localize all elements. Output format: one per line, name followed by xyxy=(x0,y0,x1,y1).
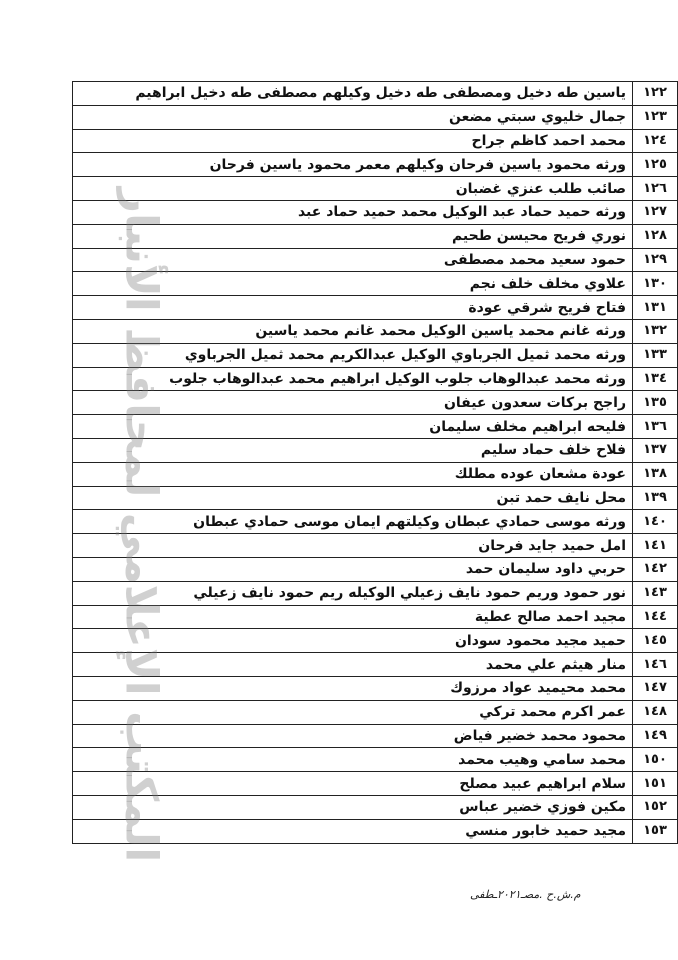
row-name: منار هيثم علي محمد xyxy=(73,653,633,677)
table-row xyxy=(73,748,678,772)
row-number: ١٢٧ xyxy=(633,200,678,224)
table-row xyxy=(73,224,678,248)
row-name: نوري فريح محيسن طحيم xyxy=(73,224,633,248)
row-name: ورثه محمد عبدالوهاب جلوب الوكيل ابراهيم محمد عبدالوهاب جلوب xyxy=(73,367,633,391)
table-row xyxy=(73,581,678,605)
row-number: ١٤٠ xyxy=(633,510,678,534)
table-row xyxy=(73,319,678,343)
footer-signature-note: م.ش.ح .مصـ٢٠٢١ـطفى xyxy=(470,888,581,901)
row-number: ١٤٥ xyxy=(633,629,678,653)
row-number: ١٤٦ xyxy=(633,653,678,677)
row-name: محمد احمد كاظم جراح xyxy=(73,129,633,153)
row-number: ١٤١ xyxy=(633,534,678,558)
row-name: راجح بركات سعدون عيفان xyxy=(73,391,633,415)
table-row xyxy=(73,248,678,272)
row-name: فلاح خلف حماد سليم xyxy=(73,438,633,462)
row-number: ١٥٣ xyxy=(633,819,678,843)
watermark-text: المكتب الإعلامي لمحافظ الأنبار xyxy=(115,187,167,863)
row-name: ورثه محمد ثميل الجرباوي الوكيل عبدالكريم محمد ثميل الجرباوي xyxy=(73,343,633,367)
table-row xyxy=(73,367,678,391)
table-row xyxy=(73,534,678,558)
row-name: ورثه محمود ياسين فرحان وكيلهم معمر محمود ياسين فرحان xyxy=(73,153,633,177)
row-name: سلام ابراهيم عبيد مصلح xyxy=(73,772,633,796)
row-number: ١٥١ xyxy=(633,772,678,796)
table-row xyxy=(73,557,678,581)
row-name: ورثه موسى حمادي عبطان وكيلتهم ايمان موسى حمادي عبطان xyxy=(73,510,633,534)
table-row xyxy=(73,82,678,106)
row-number: ١٢٦ xyxy=(633,177,678,201)
row-number: ١٤٣ xyxy=(633,581,678,605)
row-number: ١٢٣ xyxy=(633,105,678,129)
table-row xyxy=(73,700,678,724)
row-number: ١٢٢ xyxy=(633,82,678,106)
row-name: محمد سامي وهيب محمد xyxy=(73,748,633,772)
table-row xyxy=(73,819,678,843)
row-name: مكين فوزي خضير عباس xyxy=(73,795,633,819)
table-row xyxy=(73,272,678,296)
row-number: ١٣٠ xyxy=(633,272,678,296)
row-number: ١٣٩ xyxy=(633,486,678,510)
row-name: محمد محيميد عواد مرزوك xyxy=(73,676,633,700)
row-number: ١٣٦ xyxy=(633,415,678,439)
table-row xyxy=(73,296,678,320)
table-row xyxy=(73,629,678,653)
table-row xyxy=(73,343,678,367)
row-name: مجيد احمد صالح عطية xyxy=(73,605,633,629)
table-row xyxy=(73,415,678,439)
row-name: مجيد حميد خابور منسي xyxy=(73,819,633,843)
row-name: نور حمود وريم حمود نايف زعيلي الوكيله ريم حمود نايف زعيلي xyxy=(73,581,633,605)
table-row xyxy=(73,200,678,224)
row-name: صائب طلب عنزي غضبان xyxy=(73,177,633,201)
row-number: ١٣١ xyxy=(633,296,678,320)
names-table xyxy=(72,81,678,844)
row-name: محل نايف حمد تبن xyxy=(73,486,633,510)
row-number: ١٢٩ xyxy=(633,248,678,272)
row-number: ١٤٩ xyxy=(633,724,678,748)
row-number: ١٥٢ xyxy=(633,795,678,819)
table-row xyxy=(73,605,678,629)
row-name: عمر اكرم محمد تركي xyxy=(73,700,633,724)
table-row xyxy=(73,391,678,415)
row-number: ١٣٤ xyxy=(633,367,678,391)
row-number: ١٣٢ xyxy=(633,319,678,343)
row-name: علاوي مخلف خلف نجم xyxy=(73,272,633,296)
row-name: محمود محمد خضير فياض xyxy=(73,724,633,748)
row-number: ١٢٥ xyxy=(633,153,678,177)
row-name: عودة مشعان عوده مطلك xyxy=(73,462,633,486)
row-number: ١٣٥ xyxy=(633,391,678,415)
row-number: ١٤٧ xyxy=(633,676,678,700)
row-number: ١٣٧ xyxy=(633,438,678,462)
row-number: ١٢٨ xyxy=(633,224,678,248)
row-name: فتاح فريح شرقي عودة xyxy=(73,296,633,320)
row-number: ١٤٤ xyxy=(633,605,678,629)
table-row xyxy=(73,724,678,748)
row-number: ١٢٤ xyxy=(633,129,678,153)
row-number: ١٣٨ xyxy=(633,462,678,486)
table-row xyxy=(73,795,678,819)
table-row xyxy=(73,177,678,201)
table-row xyxy=(73,153,678,177)
table-row xyxy=(73,462,678,486)
row-name: فليحه ابراهيم مخلف سليمان xyxy=(73,415,633,439)
table-row xyxy=(73,486,678,510)
table-row xyxy=(73,105,678,129)
row-number: ١٣٣ xyxy=(633,343,678,367)
table-row xyxy=(73,438,678,462)
names-table-body xyxy=(73,82,678,844)
row-number: ١٥٠ xyxy=(633,748,678,772)
row-name: جمال خليوي سبتي مضعن xyxy=(73,105,633,129)
table-row xyxy=(73,772,678,796)
row-name: ورثه غانم محمد ياسين الوكيل محمد غانم محمد ياسين xyxy=(73,319,633,343)
table-row xyxy=(73,129,678,153)
row-name: حمود سعيد محمد مصطفى xyxy=(73,248,633,272)
row-name: امل حميد جايد فرحان xyxy=(73,534,633,558)
row-name: حربي داود سليمان حمد xyxy=(73,557,633,581)
table-row xyxy=(73,510,678,534)
row-number: ١٤٨ xyxy=(633,700,678,724)
row-name: حميد مجيد محمود سودان xyxy=(73,629,633,653)
table-row xyxy=(73,653,678,677)
table-row xyxy=(73,676,678,700)
row-name: ياسين طه دخيل ومصطفى طه دخيل وكيلهم مصطفى طه دخيل ابراهيم xyxy=(73,82,633,106)
row-number: ١٤٢ xyxy=(633,557,678,581)
row-name: ورثه حميد حماد عبد الوكيل محمد حميد حماد عبد xyxy=(73,200,633,224)
